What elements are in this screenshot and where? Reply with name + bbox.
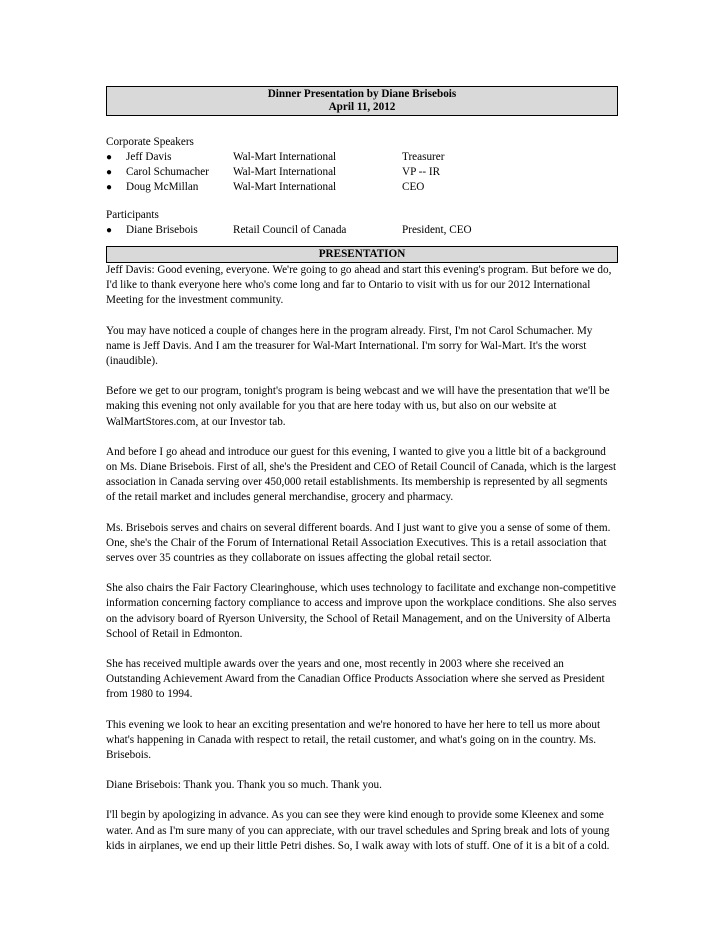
bullet-icon: ● (106, 152, 113, 163)
corporate-speakers-heading: Corporate Speakers (106, 136, 194, 148)
transcript-body (106, 263, 618, 854)
bullet-icon: ● (106, 225, 113, 236)
speaker-org: Wal-Mart International (233, 166, 337, 178)
corporate-speakers-list (106, 150, 618, 195)
transcript-paragraph: This evening we look to hear an exciting presentation and we're honored to have her here to tell us more about what's happening in Canada with respect to retail, the retail customer, and what's going on in the country. Ms. Brisebois. (106, 718, 601, 762)
speaker-title: VP -- IR (402, 166, 441, 178)
participants-list (106, 223, 618, 238)
speaker-title: Treasurer (402, 151, 445, 163)
bullet-icon: ● (106, 182, 113, 193)
transcript-paragraph: She has received multiple awards over the years and one, most recently in 2003 where she received an Outstanding Achievement Award from the Canadian Office Products Association where she served as President from 1980 to 1994. (106, 658, 605, 701)
transcript-paragraph: Jeff Davis: Good evening, everyone. We're going to go ahead and start this evening's program. But before we do, I'd like to thank everyone here who's come long and far to Ontario to visit with us for our 2012 International Meeting for the investment community. (106, 264, 612, 307)
speaker-row (106, 150, 618, 165)
transcript-paragraph: She also chairs the Fair Factory Clearinghouse, which uses technology to facilitate and exchange non-competitive information concerning factory compliance to access and improve upon the workplace conditions. She also serves on the advisory board of Ryerson University, the School of Retail Management, and on the University of Alberta School of Retail in Edmonton. (106, 582, 617, 640)
speaker-title: CEO (402, 181, 425, 193)
speaker-row (106, 165, 618, 180)
bullet-icon: ● (106, 167, 113, 178)
presentation-heading: PRESENTATION (106, 246, 618, 263)
participant-name: Diane Brisebois (126, 224, 198, 236)
transcript-paragraph: And before I go ahead and introduce our guest for this evening, I wanted to give you a little bit of a background on Ms. Diane Brisebois. First of all, she's the President and CEO of Retail Council of Canada, which is the largest association in Canada serving over 450,000 retail establishments. Its membership is represented by all segments of the retail market and includes general merchandise, grocery and pharmacy. (106, 445, 617, 504)
document-date: April 11, 2012 (328, 101, 396, 113)
transcript-paragraph: Before we get to our program, tonight's program is being webcast and we will have the presentation that we'll be making this evening not only available for you that are here today with us, but also on our website at WalMartStores.com, at our Investor tab. (106, 385, 610, 428)
participant-org: Retail Council of Canada (233, 224, 347, 236)
speaker-org: Wal-Mart International (233, 151, 337, 163)
speaker-name: Doug McMillan (126, 181, 199, 193)
participant-title: President, CEO (402, 224, 472, 236)
participant-row (106, 223, 618, 238)
speaker-name: Jeff Davis (126, 151, 172, 163)
participants-heading: Participants (106, 209, 159, 221)
document-page (106, 86, 618, 869)
document-title: Dinner Presentation by Diane Brisebois (267, 88, 457, 100)
transcript-paragraph: You may have noticed a couple of changes here in the program already. First, I'm not Carol Schumacher. My name is Jeff Davis. And I am the treasurer for Wal-Mart International. I'm sorry for Wal-Mart. It's the worst (inaudible). (106, 324, 593, 368)
document-title-box (106, 86, 618, 116)
transcript-paragraph: Ms. Brisebois serves and chairs on several different boards. And I just want to give you a sense of some of them. One, she's the Chair of the Forum of International Retail Association Executives. This is a retail association that serves over 35 countries as they collaborate on issues affecting the global retail sector. (106, 521, 611, 565)
speaker-name: Carol Schumacher (126, 166, 209, 178)
transcript-paragraph: I'll begin by apologizing in advance. As you can see they were kind enough to provide some Kleenex and some water. And as I'm sure many of you can appreciate, with our travel schedules and Spring break and lots of young kids in airplanes, we end up their little Petri dishes. So, I walk away with lots of stuff. One of it is a bit of a cold. (106, 809, 610, 852)
speaker-org: Wal-Mart International (233, 181, 337, 193)
speaker-row (106, 180, 618, 195)
transcript-paragraph: Diane Brisebois: Thank you. Thank you so much. Thank you. (106, 779, 382, 792)
